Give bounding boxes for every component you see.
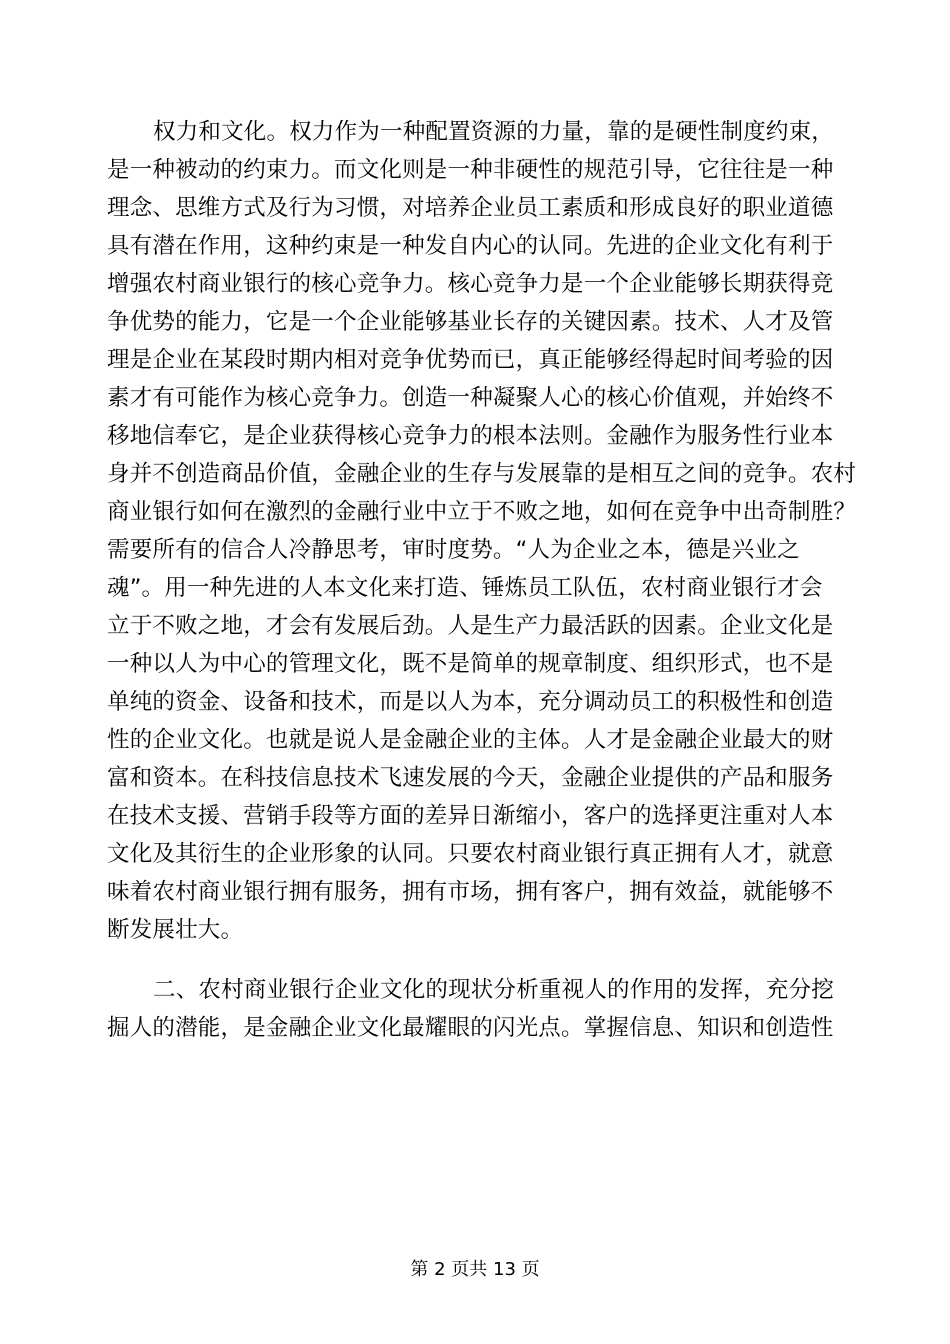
paragraph-2 [107,971,842,1047]
text-line: 富和资本。在科技信息技术飞速发展的今天，金融企业提供的产品和服务 [107,765,834,791]
text-line: 商业银行如何在激烈的金融行业中立于不败之地，如何在竞争中出奇制胜？ [107,499,857,525]
text-line: 立于不败之地，才会有发展后劲。人是生产力最活跃的因素。企业文化是 [107,613,834,639]
text-line: 理念、思维方式及行为习惯，对培养企业员工素质和形成良好的职业道德 [107,195,834,221]
page-number-footer: 第 2 页共 13 页 [410,1259,540,1280]
text-line: 单纯的资金、设备和技术，而是以人为本，充分调动员工的积极性和创造 [107,689,834,715]
text-line: 掘人的潜能，是金融企业文化最耀眼的闪光点。掌握信息、知识和创造性 [107,1015,834,1041]
text-line: 一种以人为中心的管理文化，既不是简单的规章制度、组织形式，也不是 [107,651,834,677]
text-line: 需要所有的信合人冷静思考，审时度势。“人为企业之本，德是兴业之 [107,537,800,563]
text-line: 文化及其衍生的企业形象的认同。只要农村商业银行真正拥有人才，就意 [107,841,834,867]
text-line: 在技术支援、营销手段等方面的差异日渐缩小，客户的选择更注重对人本 [107,803,834,829]
text-line: 具有潜在作用，这种约束是一种发自内心的认同。先进的企业文化有利于 [107,233,834,259]
text-line: 移地信奉它，是企业获得核心竞争力的根本法则。金融作为服务性行业本 [107,423,834,449]
text-line: 争优势的能力，它是一个企业能够基业长存的关键因素。技术、人才及管 [107,309,834,335]
text-line: 增强农村商业银行的核心竞争力。核心竞争力是一个企业能够长期获得竞 [107,271,834,297]
text-line: 断发展壮大。 [107,917,244,943]
text-line: 理是企业在某段时期内相对竞争优势而已，真正能够经得起时间考验的因 [107,347,834,373]
body-text [107,113,857,1047]
text-line: 魂”。用一种先进的人本文化来打造、锤炼员工队伍，农村商业银行才会 [107,575,823,601]
text-line: 素才有可能作为核心竞争力。创造一种凝聚人心的核心价值观，并始终不 [107,385,834,411]
paragraph-1 [107,113,857,949]
text-line: 权力和文化。权力作为一种配置资源的力量，靠的是硬性制度约束， [153,119,835,145]
text-line: 身并不创造商品价值，金融企业的生存与发展靠的是相互之间的竞争。农村 [107,461,857,487]
text-line: 是一种被动的约束力。而文化则是一种非硬性的规范引导，它往往是一种 [107,157,834,183]
text-line: 性的企业文化。也就是说人是金融企业的主体。人才是金融企业最大的财 [107,727,834,753]
text-line: 二、农村商业银行企业文化的现状分析重视人的作用的发挥，充分挖 [153,977,835,1003]
text-line: 味着农村商业银行拥有服务，拥有市场，拥有客户，拥有效益，就能够不 [107,879,834,905]
